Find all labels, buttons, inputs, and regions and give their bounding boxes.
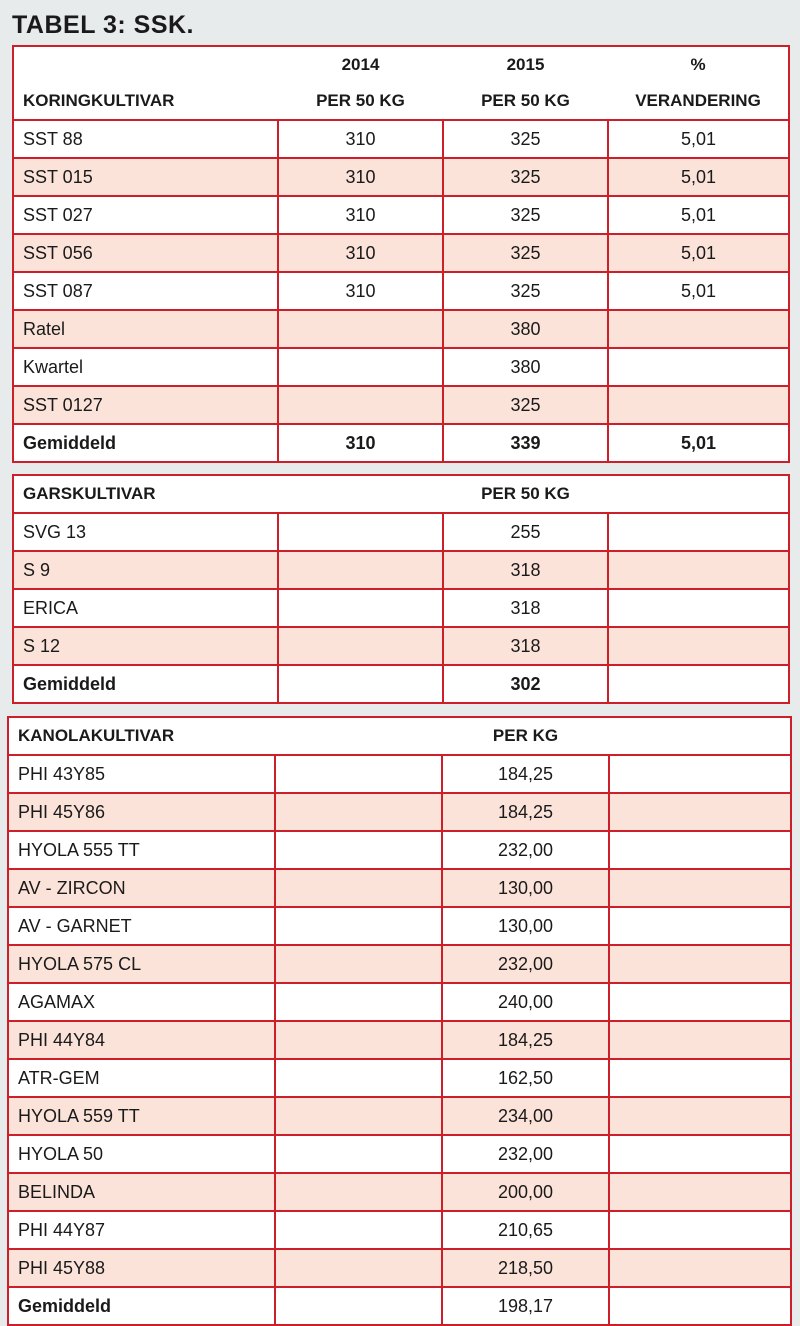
header-koringkultivar: KORINGKULTIVAR [13,46,278,120]
value: 255 [443,513,608,551]
empty-cell [608,665,789,703]
cultivar-name: S 12 [13,627,278,665]
header-per-kg: PER KG [442,717,609,755]
average-label: Gemiddeld [8,1287,275,1325]
cultivar-name: ATR-GEM [8,1059,275,1097]
cultivar-name: ERICA [13,589,278,627]
empty-cell [278,627,443,665]
kanola-table [7,716,792,1326]
value-2014: 310 [278,272,443,310]
header-garskultivar: GARSKULTIVAR [13,475,278,513]
value-2015: 325 [443,196,608,234]
table-row [13,234,789,272]
empty-cell [275,1097,442,1135]
empty-cell [609,907,791,945]
value-pct: 5,01 [608,120,789,158]
average-row [13,665,789,703]
table-row [8,869,791,907]
table-row [8,1135,791,1173]
empty-cell [608,551,789,589]
empty-cell [275,793,442,831]
header-spacer [608,475,789,513]
empty-cell [278,589,443,627]
value: 200,00 [442,1173,609,1211]
value: 210,65 [442,1211,609,1249]
value: 234,00 [442,1097,609,1135]
table-header-row [13,475,789,513]
header-verandering: % VERANDERING [608,46,789,120]
cultivar-name: Ratel [13,310,278,348]
cultivar-name: PHI 45Y88 [8,1249,275,1287]
average-value: 302 [443,665,608,703]
value-2014 [278,310,443,348]
value: 218,50 [442,1249,609,1287]
value-2014 [278,386,443,424]
empty-cell [275,755,442,793]
average-row [13,424,789,462]
table-header-row [13,46,789,120]
value: 318 [443,627,608,665]
table-row [8,907,791,945]
cultivar-name: AV - ZIRCON [8,869,275,907]
cultivar-name: SST 0127 [13,386,278,424]
table-row [13,272,789,310]
value-2015: 380 [443,348,608,386]
cultivar-name: HYOLA 555 TT [8,831,275,869]
header-per-50-kg: PER 50 KG [443,475,608,513]
average-value: 198,17 [442,1287,609,1325]
value-pct: 5,01 [608,158,789,196]
table-row [8,1059,791,1097]
empty-cell [609,1021,791,1059]
average-pct: 5,01 [608,424,789,462]
table-row [13,589,789,627]
value: 318 [443,589,608,627]
table-row [8,1211,791,1249]
empty-cell [275,1059,442,1097]
value: 318 [443,551,608,589]
header-spacer [609,717,791,755]
table-row [8,1249,791,1287]
header-kanolakultivar: KANOLAKULTIVAR [8,717,275,755]
value-pct: 5,01 [608,234,789,272]
table-row [13,386,789,424]
value-pct: 5,01 [608,272,789,310]
value: 232,00 [442,1135,609,1173]
cultivar-name: SST 027 [13,196,278,234]
empty-cell [609,1173,791,1211]
value: 184,25 [442,793,609,831]
table-row [8,793,791,831]
empty-cell [609,831,791,869]
table-header-row [8,717,791,755]
empty-cell [278,513,443,551]
empty-cell [609,1249,791,1287]
cultivar-name: PHI 44Y84 [8,1021,275,1059]
value-pct [608,348,789,386]
header-2015: 2015 PER 50 KG [443,46,608,120]
table-row [13,120,789,158]
value-2014: 310 [278,158,443,196]
cultivar-name: Kwartel [13,348,278,386]
cultivar-name: AGAMAX [8,983,275,1021]
value: 240,00 [442,983,609,1021]
empty-cell [278,551,443,589]
empty-cell [609,1211,791,1249]
table-row [13,310,789,348]
value-2014: 310 [278,196,443,234]
value-2014: 310 [278,120,443,158]
empty-cell [608,627,789,665]
empty-cell [275,1287,442,1325]
empty-cell [609,793,791,831]
header-2014: 2014 PER 50 KG [278,46,443,120]
cultivar-name: PHI 43Y85 [8,755,275,793]
average-2014: 310 [278,424,443,462]
value: 130,00 [442,907,609,945]
gars-table [12,474,790,704]
value-2015: 325 [443,234,608,272]
value-2015: 325 [443,120,608,158]
koring-table [12,45,790,463]
value-pct [608,386,789,424]
empty-cell [275,831,442,869]
page-title: TABEL 3: SSK. [12,11,194,39]
value-2015: 325 [443,272,608,310]
empty-cell [608,589,789,627]
table-row [8,755,791,793]
cultivar-name: SST 88 [13,120,278,158]
empty-cell [609,869,791,907]
cultivar-name: SVG 13 [13,513,278,551]
average-2015: 339 [443,424,608,462]
header-spacer [278,475,443,513]
cultivar-name: HYOLA 559 TT [8,1097,275,1135]
value-pct: 5,01 [608,196,789,234]
table-row [8,1173,791,1211]
empty-cell [609,1135,791,1173]
value-2015: 325 [443,386,608,424]
cultivar-name: AV - GARNET [8,907,275,945]
empty-cell [609,1287,791,1325]
cultivar-name: PHI 44Y87 [8,1211,275,1249]
empty-cell [275,1211,442,1249]
value-2014: 310 [278,234,443,272]
table-row [13,158,789,196]
cultivar-name: S 9 [13,551,278,589]
empty-cell [609,1097,791,1135]
table-row [8,1021,791,1059]
table-row [13,196,789,234]
empty-cell [609,945,791,983]
empty-cell [609,1059,791,1097]
value-2015: 325 [443,158,608,196]
value-pct [608,310,789,348]
value: 232,00 [442,945,609,983]
cultivar-name: HYOLA 50 [8,1135,275,1173]
empty-cell [278,665,443,703]
empty-cell [275,1021,442,1059]
empty-cell [609,755,791,793]
empty-cell [275,1249,442,1287]
value: 130,00 [442,869,609,907]
empty-cell [275,983,442,1021]
table-row [8,1097,791,1135]
empty-cell [608,513,789,551]
value-2014 [278,348,443,386]
empty-cell [275,945,442,983]
table-row [13,627,789,665]
empty-cell [275,907,442,945]
empty-cell [275,1173,442,1211]
table-row [13,551,789,589]
cultivar-name: PHI 45Y86 [8,793,275,831]
cultivar-name: HYOLA 575 CL [8,945,275,983]
value: 184,25 [442,755,609,793]
empty-cell [609,983,791,1021]
table-row [13,513,789,551]
average-label: Gemiddeld [13,665,278,703]
table-row [13,348,789,386]
table-row [8,983,791,1021]
cultivar-name: SST 087 [13,272,278,310]
value: 184,25 [442,1021,609,1059]
value: 232,00 [442,831,609,869]
header-spacer [275,717,442,755]
empty-cell [275,1135,442,1173]
value: 162,50 [442,1059,609,1097]
value-2015: 380 [443,310,608,348]
cultivar-name: SST 015 [13,158,278,196]
average-row [8,1287,791,1325]
cultivar-name: SST 056 [13,234,278,272]
cultivar-name: BELINDA [8,1173,275,1211]
table-row [8,831,791,869]
average-label: Gemiddeld [13,424,278,462]
table-row [8,945,791,983]
empty-cell [275,869,442,907]
